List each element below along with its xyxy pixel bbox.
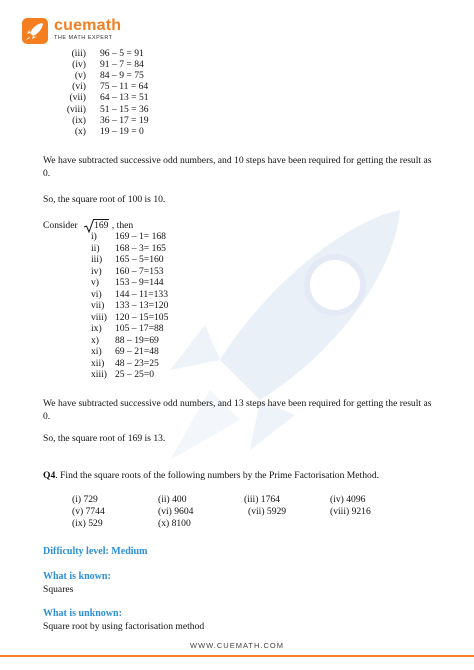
footer-bar [0,655,474,657]
step-expression: 96 – 5 = 91 [100,48,144,59]
radicand: 169 [94,220,109,231]
step-expression: 25 – 25=0 [115,369,154,380]
step-expression: 75 – 11 = 64 [100,81,149,93]
question-item: (i) 729 [72,494,98,505]
step-number: xi) [91,346,102,357]
step-number: xii) [91,357,105,369]
step-number: (vi) [72,81,86,93]
step-expression: 84 – 9 = 75 [100,70,144,82]
step-expression: 153 – 9=144 [115,277,164,288]
step-expression: 19 – 19 = 0 [100,125,144,137]
step-number: (viii) [66,103,86,115]
step-number: xiii) [91,369,107,380]
step-number: iii) [91,254,103,265]
rocket-watermark-icon [150,190,430,490]
sqrt-169 [84,220,109,231]
result-169: So, the square root of 169 is 13. [43,433,166,444]
step-expression: 133 – 13=120 [115,300,169,311]
step-expression: 88 – 19=69 [115,334,159,346]
step-expression: 120 – 15=105 [115,311,169,323]
brand-tagline: THE MATH EXPERT [54,35,113,41]
step-number: i) [91,231,97,242]
step-expression: 69 – 21=48 [115,346,159,357]
consider-line [43,220,133,231]
question-item: (x) 8100 [158,518,191,529]
result-100: So, the square root of 100 is 10. [43,194,166,205]
question-label: Q4 [43,470,56,481]
step-expression: 91 – 7 = 84 [100,59,144,71]
step-expression: 48 – 23=25 [115,357,159,369]
question-item: (iv) 4096 [330,494,366,505]
step-expression: 64 – 13 = 51 [100,92,149,104]
step-number: ii) [91,242,100,254]
step-expression: 169 – 1= 168 [115,231,166,242]
difficulty-level: Difficulty level: Medium [43,546,148,557]
step-number: x) [91,334,99,346]
question-item: (v) 7744 [72,506,105,517]
step-number: (iii) [71,48,86,59]
footer-url: WWW.CUEMATH.COM [189,641,284,650]
question-item: (ix) 529 [72,518,103,529]
question-4 [43,470,438,483]
step-expression: 144 – 11=133 [115,288,169,300]
consider-suffix: , then [111,220,134,231]
step-number: vi) [91,288,102,300]
step-number: (v) [74,70,86,82]
brand-name: cuemath [54,17,122,34]
question-item: (ii) 400 [158,494,187,505]
cuemath-logo [22,18,121,44]
step-expression: 168 – 3= 165 [115,242,166,254]
question-item: (iii) 1764 [244,494,280,505]
step-number: viii) [91,311,107,323]
question-item: (viii) 9216 [330,506,371,517]
question-item: (vii) 5929 [248,506,287,517]
step-expression: 160 – 7=153 [115,265,164,277]
paragraph-steps-100: We have subtracted successive odd numbers, and 10 steps have been required for getting the result as 0. [43,155,432,179]
step-number: (x) [74,125,86,137]
paragraph-steps-169: We have subtracted successive odd numbers, and 13 steps have been required for getting the result as 0. [43,398,432,422]
step-expression: 51 – 15 = 36 [100,103,149,115]
what-is-unknown-heading: What is unknown: [43,608,122,619]
what-is-unknown-text: Square root by using factorisation method [43,621,205,632]
step-number: (iv) [72,59,86,71]
step-expression: 105 – 17=88 [115,323,164,334]
question-item: (vi) 9604 [158,506,194,517]
step-number: vii) [91,300,105,311]
step-number: v) [91,277,99,288]
step-number: (ix) [72,114,86,126]
rocket-logo-icon [22,18,48,44]
consider-prefix: Consider [43,220,78,231]
what-is-known-heading: What is known: [43,571,111,582]
step-number: (vii) [69,92,86,104]
step-number: ix) [91,323,102,334]
step-expression: 36 – 17 = 19 [100,114,149,126]
step-number: iv) [91,265,102,277]
what-is-known-text: Squares [43,584,74,595]
step-expression: 165 – 5=160 [115,254,164,265]
question-text: . Find the square roots of the following numbers by the Prime Factorisation Method. [55,470,380,481]
